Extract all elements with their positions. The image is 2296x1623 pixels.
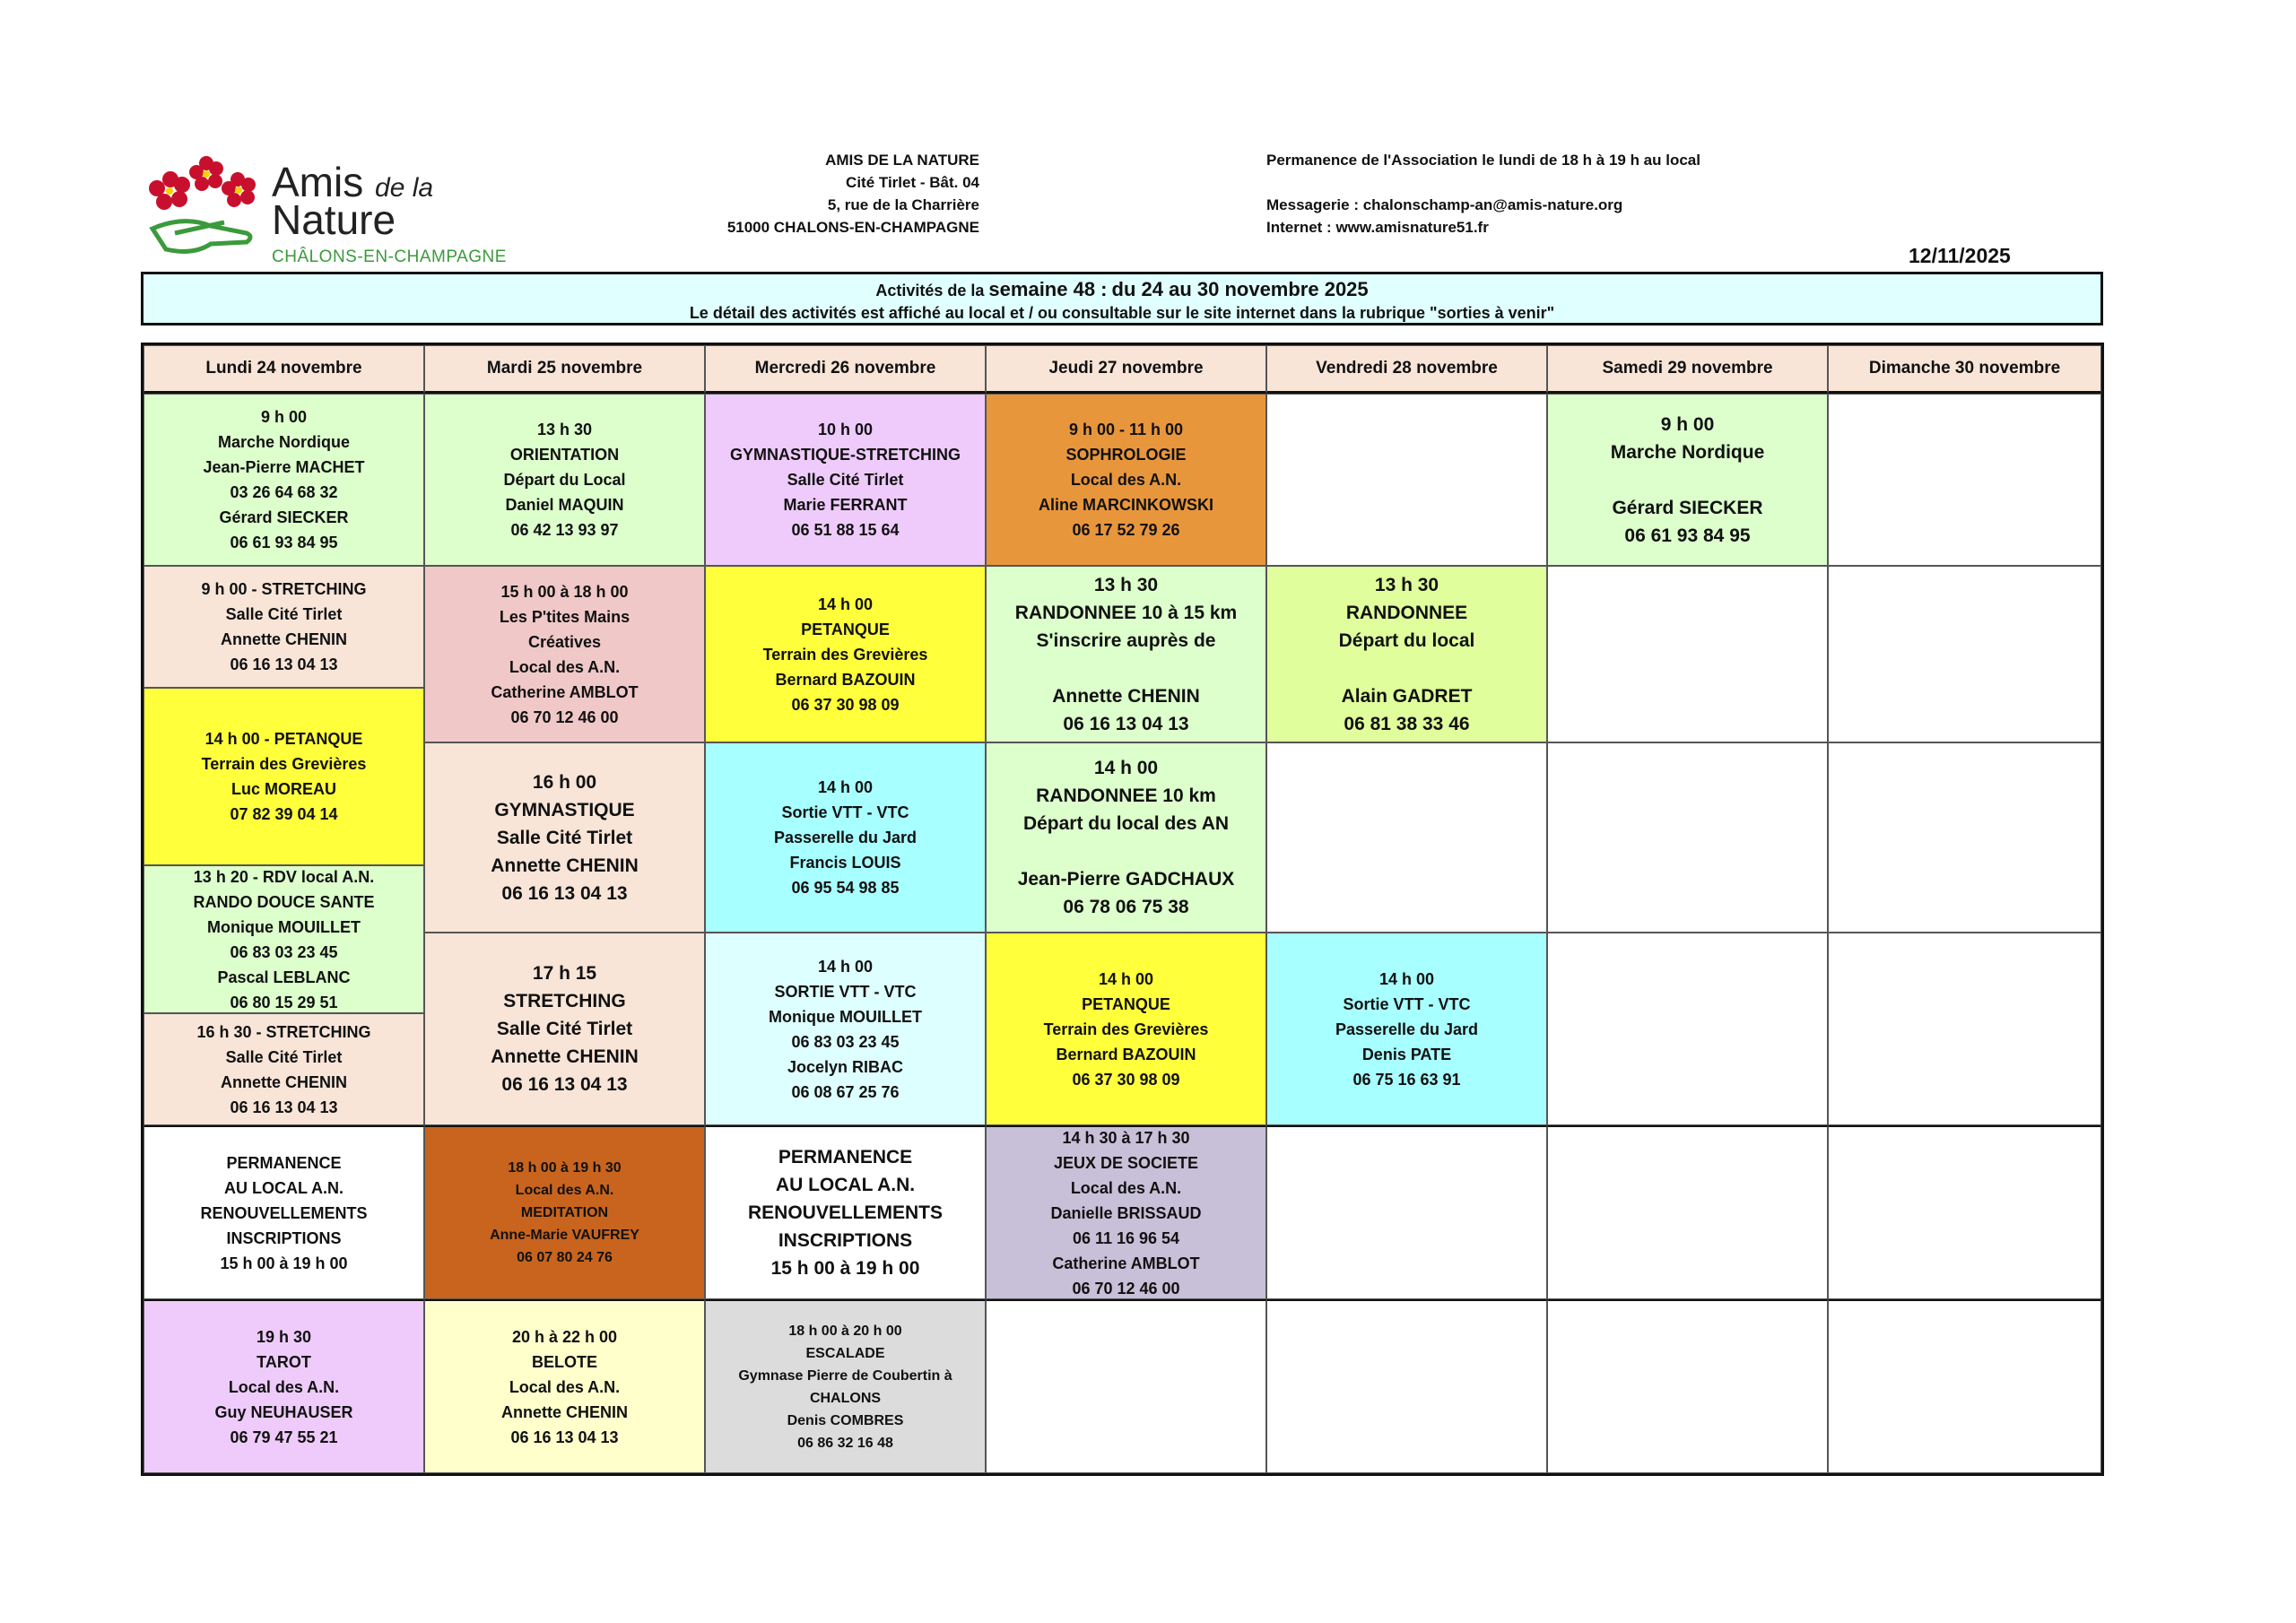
activity-line: 14 h 00 - PETANQUE bbox=[204, 730, 363, 748]
activity-line: Anne-Marie VAUFREY bbox=[490, 1228, 639, 1243]
activity-line: 14 h 30 à 17 h 30 bbox=[1062, 1128, 1190, 1147]
activity-line: 07 82 39 04 14 bbox=[230, 805, 338, 823]
empty-cell bbox=[1266, 742, 1547, 933]
activity-line: 14 h 00 bbox=[1093, 758, 1159, 778]
activity-cell bbox=[144, 865, 424, 1013]
activity-cell bbox=[986, 1125, 1266, 1299]
activity-line: Catherine AMBLOT bbox=[491, 682, 639, 701]
activity-cell bbox=[986, 933, 1266, 1125]
activity-line: 15 h 00 à 18 h 00 bbox=[500, 582, 629, 601]
activity-line: 06 37 30 98 09 bbox=[791, 695, 900, 714]
empty-cell bbox=[1266, 394, 1547, 566]
activity-line: 06 11 16 96 54 bbox=[1072, 1228, 1180, 1247]
activity-line: Alain GADRET bbox=[1341, 685, 1473, 707]
activity-line: Aline MARCINKOWSKI bbox=[1039, 496, 1213, 514]
activity-line: Sortie VTT - VTC bbox=[1343, 994, 1471, 1013]
activity-line: 14 h 00 bbox=[1378, 969, 1435, 988]
empty-cell bbox=[1828, 933, 2101, 1125]
activity-cell bbox=[1266, 933, 1547, 1125]
empty-cell bbox=[1266, 1125, 1547, 1299]
activity-line: Salle Cité Tirlet bbox=[225, 605, 343, 623]
activity-line: 06 16 13 04 13 bbox=[510, 1428, 619, 1446]
activity-line: Gymnase Pierre de Coubertin à bbox=[738, 1367, 952, 1384]
empty-cell bbox=[1547, 742, 1828, 933]
activity-line: Guy NEUHAUSER bbox=[214, 1402, 353, 1421]
activity-line: Annette CHENIN bbox=[500, 1402, 628, 1421]
activity-line: 10 h 00 bbox=[817, 421, 874, 438]
activity-line: 16 h 00 bbox=[532, 771, 597, 793]
activity-cell bbox=[144, 394, 424, 566]
day-header: Vendredi 28 novembre bbox=[1266, 345, 1547, 394]
activity-line bbox=[1124, 838, 1129, 865]
activity-line: 06 16 13 04 13 bbox=[230, 655, 338, 673]
activity-line: 06 42 13 93 97 bbox=[510, 521, 619, 539]
activity-cell bbox=[986, 742, 1266, 933]
activity-line: Danielle BRISSAUD bbox=[1050, 1203, 1202, 1222]
activity-line: Les P'tites Mains bbox=[499, 607, 631, 626]
activity-line: AU LOCAL A.N. bbox=[775, 1175, 916, 1195]
activity-line: Salle Cité Tirlet bbox=[225, 1047, 343, 1066]
activity-line: Sortie VTT - VTC bbox=[781, 803, 909, 821]
activity-cell bbox=[424, 933, 705, 1125]
activity-line: Créatives bbox=[527, 632, 602, 651]
activity-line: Annette CHENIN bbox=[491, 855, 639, 876]
week-subtitle: Le détail des activités est affiché au local et / ou consultable sur le site internet dans la rubrique "sorties à venir" bbox=[689, 304, 1555, 322]
activity-line: JEUX DE SOCIETE bbox=[1053, 1153, 1199, 1172]
activity-line: 18 h 00 à 19 h 30 bbox=[508, 1160, 622, 1176]
day-header: Jeudi 27 novembre bbox=[986, 345, 1266, 394]
activity-line: SORTIE VTT - VTC bbox=[774, 982, 917, 1001]
activity-line: 16 h 30 - STRETCHING bbox=[196, 1022, 371, 1041]
activity-line: Départ du local des AN bbox=[1022, 813, 1230, 834]
activity-cell bbox=[144, 1299, 424, 1473]
logo-title: Amis de la bbox=[272, 159, 434, 205]
activity-line: Salle Cité Tirlet bbox=[787, 471, 904, 489]
activity-cell bbox=[705, 1125, 986, 1299]
activity-cell bbox=[705, 933, 986, 1125]
empty-cell bbox=[986, 1299, 1266, 1473]
activity-line: ESCALADE bbox=[805, 1345, 885, 1361]
activity-line: 15 h 00 à 19 h 00 bbox=[770, 1258, 920, 1279]
activity-cell bbox=[1547, 394, 1828, 566]
activity-line: GYMNASTIQUE-STRETCHING bbox=[729, 446, 961, 464]
activity-line: 14 h 00 bbox=[817, 778, 874, 796]
day-header: Mercredi 26 novembre bbox=[705, 345, 986, 394]
activity-line: Francis LOUIS bbox=[789, 854, 901, 872]
activity-cell bbox=[986, 394, 1266, 566]
activity-line: INSCRIPTIONS bbox=[226, 1228, 342, 1247]
activity-cell bbox=[424, 742, 705, 933]
activity-line: 06 16 13 04 13 bbox=[501, 882, 628, 904]
activity-line: Jean-Pierre MACHET bbox=[203, 458, 365, 476]
activity-line: 13 h 30 bbox=[1374, 574, 1439, 595]
activity-line: Catherine AMBLOT bbox=[1052, 1254, 1200, 1272]
activity-line: Annette CHENIN bbox=[220, 630, 347, 648]
activity-line: 14 h 00 bbox=[817, 595, 874, 613]
activity-cell bbox=[144, 688, 424, 865]
activity-cell bbox=[986, 566, 1266, 742]
document-date: 12/11/2025 bbox=[1909, 244, 2011, 267]
activity-line: 13 h 20 - RDV local A.N. bbox=[193, 867, 375, 886]
activity-cell bbox=[424, 394, 705, 566]
activity-line: STRETCHING bbox=[503, 991, 626, 1011]
activity-line: ORIENTATION bbox=[509, 446, 620, 464]
logo-title-2: Nature bbox=[272, 196, 396, 243]
activity-line: 20 h à 22 h 00 bbox=[511, 1327, 618, 1346]
activity-line: 06 61 93 84 95 bbox=[230, 534, 338, 551]
activity-line: 06 51 88 15 64 bbox=[791, 521, 900, 539]
activity-line: Jocelyn RIBAC bbox=[787, 1057, 904, 1076]
activity-cell bbox=[705, 566, 986, 742]
activity-line: 06 83 03 23 45 bbox=[791, 1032, 900, 1051]
activity-line: Passerelle du Jard bbox=[1335, 1020, 1479, 1038]
activity-line: Jean-Pierre GADCHAUX bbox=[1017, 869, 1235, 890]
activity-line: Pascal LEBLANC bbox=[217, 968, 351, 986]
activity-line: Monique MOUILLET bbox=[207, 917, 361, 936]
empty-cell bbox=[1547, 1125, 1828, 1299]
activity-cell bbox=[424, 566, 705, 742]
activity-line: 9 h 00 - 11 h 00 bbox=[1068, 421, 1184, 438]
empty-cell bbox=[1828, 566, 2101, 742]
activity-cell bbox=[144, 1125, 424, 1299]
activity-line: Bernard BAZOUIN bbox=[775, 670, 916, 689]
activity-line: 15 h 00 à 19 h 00 bbox=[220, 1254, 348, 1272]
activity-line: Local des A.N. bbox=[1070, 1178, 1182, 1197]
activity-line: 06 83 03 23 45 bbox=[230, 942, 338, 961]
activity-line: 06 81 38 33 46 bbox=[1344, 713, 1470, 734]
activity-line: Terrain des Grevières bbox=[762, 645, 928, 664]
activity-line: Local des A.N. bbox=[509, 1377, 621, 1396]
activity-line: 06 79 47 55 21 bbox=[230, 1428, 338, 1446]
day-header: Samedi 29 novembre bbox=[1547, 345, 1828, 394]
activity-line: Monique MOUILLET bbox=[769, 1007, 922, 1026]
activity-line: Bernard BAZOUIN bbox=[1056, 1045, 1196, 1063]
activity-line: Gérard SIECKER bbox=[1612, 497, 1763, 518]
activity-line: RANDO DOUCE SANTE bbox=[193, 892, 375, 911]
activity-line: Terrain des Grevières bbox=[201, 755, 367, 773]
activity-line: 18 h 00 à 20 h 00 bbox=[788, 1323, 902, 1339]
activity-cell bbox=[705, 1299, 986, 1473]
activity-line: CHALONS bbox=[809, 1390, 882, 1406]
activity-line: Local des A.N. bbox=[1070, 471, 1182, 489]
activity-line: RENOUVELLEMENTS bbox=[747, 1202, 943, 1223]
activity-line bbox=[1405, 655, 1410, 682]
activity-line: 9 h 00 bbox=[1660, 413, 1715, 435]
activity-line: Marie FERRANT bbox=[783, 496, 908, 514]
activity-line: Denis COMBRES bbox=[787, 1412, 904, 1428]
activity-line: Daniel MAQUIN bbox=[505, 496, 624, 514]
activity-cell bbox=[1266, 566, 1547, 742]
activity-line: RENOUVELLEMENTS bbox=[200, 1203, 368, 1222]
day-header: Lundi 24 novembre bbox=[144, 345, 424, 394]
empty-cell bbox=[1828, 1125, 2101, 1299]
activity-line: 06 75 16 63 91 bbox=[1352, 1070, 1461, 1089]
activity-line: Départ du local bbox=[1338, 629, 1475, 651]
activity-line: RANDONNEE 10 km bbox=[1036, 785, 1216, 806]
schedule-grid bbox=[141, 343, 2104, 1476]
activity-line: 06 16 13 04 13 bbox=[1063, 713, 1189, 734]
activity-line: SOPHROLOGIE bbox=[1065, 446, 1187, 464]
activity-line: RANDONNEE bbox=[1345, 602, 1468, 623]
contact-info: Permanence de l'Association le lundi de 18 h à 19 h au local Messagerie : chalonschamp-an@amis-nature.org Internet : www.amisnature51.fr bbox=[1266, 152, 1700, 236]
empty-cell bbox=[1547, 566, 1828, 742]
activity-line: 06 78 06 75 38 bbox=[1063, 897, 1189, 917]
activity-line: 06 16 13 04 13 bbox=[230, 1098, 338, 1116]
activity-line: 06 70 12 46 00 bbox=[510, 707, 619, 726]
logo bbox=[139, 143, 516, 269]
activity-line: BELOTE bbox=[531, 1352, 597, 1371]
activity-line: 14 h 00 bbox=[1098, 969, 1154, 988]
activity-line: 06 61 93 84 95 bbox=[1624, 525, 1751, 546]
activity-line: 9 h 00 bbox=[260, 408, 308, 426]
empty-cell bbox=[1828, 1299, 2101, 1473]
empty-cell bbox=[1547, 1299, 1828, 1473]
activity-line: Annette CHENIN bbox=[1052, 685, 1200, 707]
activity-line: 19 h 30 bbox=[256, 1327, 312, 1346]
day-header: Mardi 25 novembre bbox=[424, 345, 705, 394]
activity-line: Départ du Local bbox=[503, 471, 626, 489]
activity-line: Annette CHENIN bbox=[491, 1046, 639, 1067]
activity-line: Terrain des Grevières bbox=[1043, 1020, 1209, 1038]
empty-cell bbox=[1266, 1299, 1547, 1473]
activity-cell bbox=[424, 1299, 705, 1473]
activity-line: Gérard SIECKER bbox=[219, 508, 349, 526]
activity-line: S'inscrire auprès de bbox=[1036, 629, 1216, 651]
empty-cell bbox=[1828, 742, 2101, 933]
activity-line: AU LOCAL A.N. bbox=[224, 1178, 344, 1197]
week-title: Activités de la semaine 48 : du 24 au 30 novembre 2025 bbox=[875, 278, 1369, 300]
activity-line: Marche Nordique bbox=[1610, 441, 1765, 463]
activity-line: 13 h 30 bbox=[1093, 574, 1159, 595]
activity-line: MEDITATION bbox=[520, 1205, 609, 1220]
activity-line: PETANQUE bbox=[1082, 994, 1170, 1013]
activity-cell bbox=[424, 1125, 705, 1299]
activity-line: Salle Cité Tirlet bbox=[496, 827, 633, 848]
activity-cell bbox=[705, 394, 986, 566]
activity-line: 06 37 30 98 09 bbox=[1072, 1070, 1180, 1089]
activity-line: 14 h 00 bbox=[817, 957, 874, 976]
activity-line: 06 16 13 04 13 bbox=[501, 1074, 628, 1095]
empty-cell bbox=[1547, 933, 1828, 1125]
activity-line: 06 95 54 98 85 bbox=[791, 879, 900, 897]
activity-line: 17 h 15 bbox=[532, 963, 597, 984]
activity-line: 06 17 52 79 26 bbox=[1072, 521, 1180, 539]
activity-line: Annette CHENIN bbox=[220, 1072, 347, 1091]
activity-line: RANDONNEE 10 à 15 km bbox=[1014, 602, 1238, 623]
activity-line bbox=[1124, 655, 1129, 682]
activity-line: PERMANENCE bbox=[226, 1153, 342, 1172]
activity-line: TAROT bbox=[257, 1352, 311, 1371]
day-header: Dimanche 30 novembre bbox=[1828, 345, 2101, 394]
activity-line: INSCRIPTIONS bbox=[778, 1230, 913, 1251]
activity-line: Local des A.N. bbox=[509, 657, 621, 676]
activity-line: 13 h 30 bbox=[536, 421, 593, 438]
flower-logo-icon bbox=[139, 143, 269, 269]
activity-line: PERMANENCE bbox=[778, 1147, 913, 1167]
activity-cell bbox=[705, 742, 986, 933]
activity-line: Luc MOREAU bbox=[231, 780, 336, 798]
activity-line: PETANQUE bbox=[801, 620, 890, 638]
activity-line: Denis PATE bbox=[1361, 1045, 1452, 1063]
logo-subtitle: CHÂLONS-EN-CHAMPAGNE bbox=[272, 247, 507, 266]
week-title-box bbox=[141, 272, 2103, 325]
association-address: AMIS DE LA NATURE Cité Tirlet - Bât. 04 5, rue de la Charrière 51000 CHALONS-EN-CHAMPAGNE bbox=[726, 152, 979, 236]
activity-line: 06 70 12 46 00 bbox=[1072, 1279, 1180, 1298]
activity-line: Marche Nordique bbox=[217, 433, 351, 451]
empty-cell bbox=[1828, 394, 2101, 566]
activity-line: 03 26 64 68 32 bbox=[230, 483, 338, 501]
activity-line: Local des A.N. bbox=[228, 1377, 340, 1396]
activity-line: 06 86 32 16 48 bbox=[797, 1435, 893, 1451]
activity-line bbox=[1685, 466, 1691, 494]
activity-line: 06 80 15 29 51 bbox=[230, 993, 338, 1011]
activity-line: GYMNASTIQUE bbox=[494, 799, 635, 820]
activity-line: Passerelle du Jard bbox=[773, 829, 918, 846]
activity-line: 9 h 00 - STRETCHING bbox=[201, 580, 367, 598]
activity-cell bbox=[144, 566, 424, 688]
activity-line: 06 08 67 25 76 bbox=[791, 1082, 900, 1101]
activity-line: 06 07 80 24 76 bbox=[517, 1250, 613, 1265]
activity-cell bbox=[144, 1013, 424, 1125]
activity-line: Local des A.N. bbox=[515, 1183, 614, 1198]
activity-line: Salle Cité Tirlet bbox=[496, 1019, 633, 1039]
